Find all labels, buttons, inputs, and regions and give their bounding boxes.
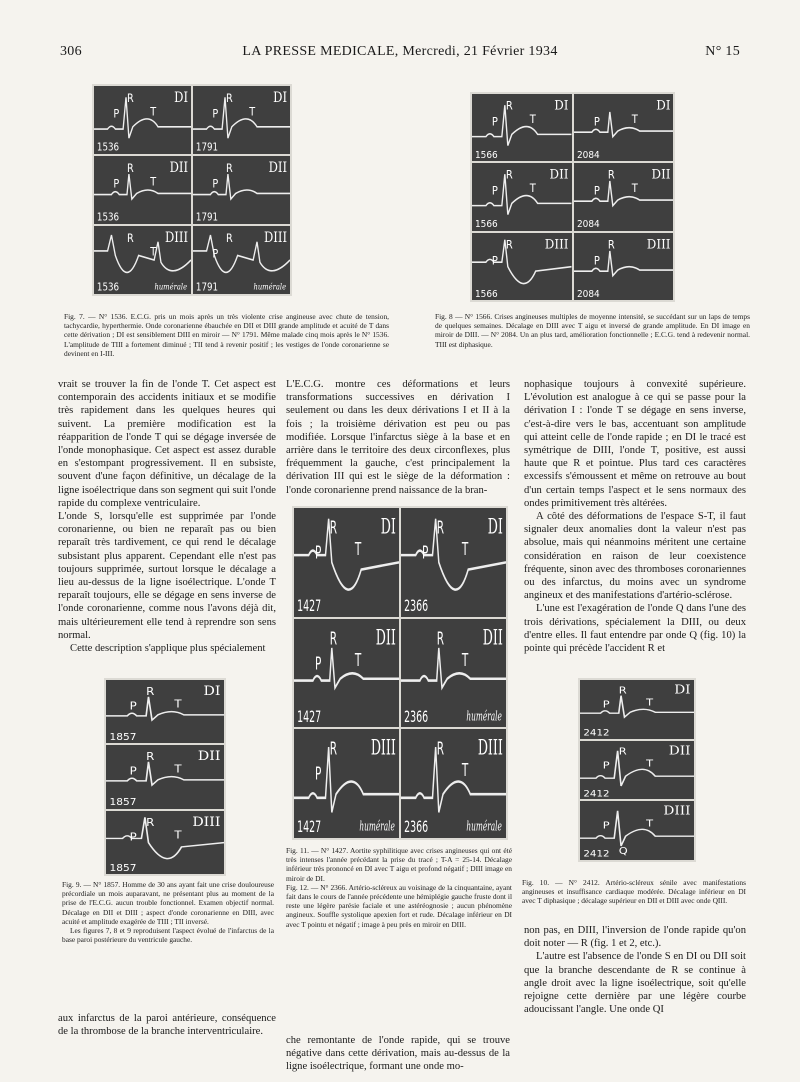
- ecg-panel: [401, 508, 506, 617]
- ecg-trace-svg: [94, 156, 191, 224]
- ecg-pulse-label: humérale: [466, 819, 502, 835]
- ecg-wave-label: T: [174, 828, 182, 841]
- ecg-wave-label: T: [646, 817, 654, 830]
- column-1-bottom: [58, 1012, 276, 1038]
- figure-8: [470, 92, 675, 302]
- ecg-panel: [574, 163, 674, 230]
- ecg-wave-label: P: [113, 108, 120, 121]
- ecg-wave-label: P: [315, 653, 322, 675]
- ecg-lead-label: DII: [668, 744, 691, 759]
- ecg-panel: [472, 94, 572, 161]
- ecg-wave-label: P: [602, 758, 610, 771]
- ecg-wave-label: Q: [618, 844, 628, 857]
- ecg-trace: [106, 762, 224, 785]
- ecg-lead-label: DI: [203, 684, 221, 699]
- ecg-lead-label: DIII: [164, 228, 189, 246]
- ecg-wave-label: P: [602, 698, 610, 711]
- ecg-wave-label: T: [631, 182, 638, 196]
- ecg-wave-label: T: [249, 105, 256, 119]
- journal-title: LA PRESSE MEDICALE, Mercredi, 21 Février 1934: [242, 44, 558, 59]
- ecg-wave-label: R: [225, 232, 233, 246]
- ecg-trace-svg: [106, 745, 224, 808]
- ecg-wave-label: T: [646, 696, 654, 709]
- ecg-panel: [193, 86, 290, 154]
- ecg-trace-svg: [106, 680, 224, 743]
- ecg-wave-label: R: [225, 162, 233, 176]
- ecg-panel: [193, 226, 290, 294]
- column-2-top: [286, 378, 510, 497]
- figure-9-caption: [62, 880, 274, 944]
- ecg-wave-label: P: [315, 542, 322, 564]
- ecg-case-number: 1566: [474, 218, 498, 231]
- ecg-panel: [294, 508, 399, 617]
- ecg-lead-label: DII: [268, 158, 288, 176]
- page-number: 306: [60, 44, 82, 59]
- ecg-wave-label: R: [329, 628, 337, 649]
- ecg-lead-label: DI: [273, 88, 288, 106]
- ecg-trace-svg: [472, 94, 572, 161]
- ecg-lead-label: DIII: [263, 228, 288, 246]
- ecg-lead-label: DIII: [544, 235, 569, 252]
- ecg-case-number: 1536: [96, 142, 120, 154]
- ecg-panel: [106, 680, 224, 743]
- ecg-case-number: 1566: [474, 288, 498, 300]
- ecg-case-number: 2412: [583, 728, 610, 739]
- ecg-pulse-label: humérale: [466, 709, 502, 724]
- ecg-trace-svg: [574, 163, 674, 230]
- ecg-panel: [580, 801, 694, 860]
- column-3-top: [524, 378, 746, 655]
- figure-9: [104, 678, 226, 876]
- figure-12-caption: Fig. 12. — N° 2366. Artério-scléreux au voisinage de la cinquantaine, ayant fait dans le cours de l'année précédente une hémiplégie gauche fruste dont il reste une légère parésie faciale et une astéréognosie ; aucun phénomène angineux. Souffle systolique apexien fort et rude. Décalage inférieur en DI avec T pointu et négatif ; image à peu près en miroir en DIII.: [286, 882, 512, 929]
- ecg-lead-label: DI: [655, 97, 671, 113]
- ecg-lead-label: DI: [674, 683, 691, 698]
- figure-7: [92, 84, 292, 296]
- ecg-wave-label: R: [618, 684, 627, 697]
- paragraph: non pas, en DIII, l'inversion de l'onde rapide qu'on doit noter — R (fig. 1 et 2, etc.).: [524, 925, 746, 950]
- ecg-panel: [193, 156, 290, 224]
- figure-10: [578, 678, 696, 862]
- ecg-panel: [580, 680, 694, 739]
- ecg-panel: [574, 233, 674, 300]
- ecg-case-number: 2366: [404, 597, 429, 617]
- ecg-wave-label: R: [436, 738, 444, 760]
- ecg-case-number: 2084: [576, 288, 600, 300]
- ecg-lead-label: DI: [554, 97, 569, 113]
- ecg-pulse-label: humérale: [154, 281, 188, 292]
- ecg-panel: [574, 94, 674, 161]
- figure-7-caption: Fig. 7. — N° 1536. E.C.G. pris un mois après un très violente crise angineuse avec chute de tension, tachycardie, hyperthermie. Onde coronarienne ébauchée en DII et DIII grande amplitude et acuité de T dans cette dérivation ; DI est sensiblement DIII en miroir — N° 1791. Même malade cinq mois après le N° 1536. L'amplitude de TIII a fortement diminué ; TII tend à revenir positif ; les vestiges de l'onde coronarienne se devinent en I-III.: [64, 312, 389, 358]
- paragraph: A côté des déformations de l'espace S-T, il faut signaler deux anomalies dont la valeur n'est pas absolue, mais qui néanmoins méritent une certaine considération en raison de leur coexistence fréquente, sinon avec des thromboses coronariennes ou des infarctus, du moins avec un syndrome angineux et des manifestations d'artério-sclérose.: [524, 511, 746, 602]
- ecg-panel: [106, 745, 224, 808]
- ecg-case-number: 1427: [297, 819, 322, 838]
- paragraph: Cette description s'applique plus spécialement: [70, 643, 266, 655]
- ecg-trace-svg: [580, 801, 694, 860]
- ecg-wave-label: R: [146, 685, 155, 698]
- ecg-lead-label: DI: [174, 88, 189, 106]
- ecg-wave-label: P: [113, 178, 120, 191]
- ecg-case-number: 1857: [109, 732, 137, 743]
- figure-9-caption-main: Fig. 9. — N° 1857. Homme de 30 ans ayant fait une crise douloureuse précordiale un mois auparavant, ne présentant plus au moment de la prise de l'E.C.G. aucun trouble fonctionnel. Examen objectif normal. Décalage en DII et DIII ; aspect d'onde coronarienne en DIII, avec acuité et amplitude exagérée de TIII ; TII inversé.: [62, 880, 274, 926]
- ecg-panel: [94, 86, 191, 154]
- ecg-trace-svg: [580, 680, 694, 739]
- ecg-wave-label: P: [212, 108, 219, 121]
- ecg-case-number: 1536: [96, 282, 120, 294]
- ecg-lead-label: DII: [375, 625, 396, 651]
- ecg-wave-label: T: [461, 539, 469, 560]
- ecg-wave-label: P: [422, 542, 429, 564]
- ecg-panel: [294, 619, 399, 728]
- ecg-wave-label: P: [593, 254, 600, 268]
- ecg-trace-svg: [106, 811, 224, 874]
- ecg-lead-label: DI: [380, 515, 396, 540]
- ecg-wave-label: T: [150, 245, 157, 259]
- ecg-trace-svg: [94, 86, 191, 154]
- ecg-trace-svg: [193, 156, 290, 224]
- paragraph: L'E.C.G. montre ces déformations et leurs transformations successives en dérivation I seulement ou dans les deux dérivations I et II à la fois ; la troisième dérivation est peu ou pas modifiée. Lorsque l'infarctus siège à la base et en arrière dans le territoire des deux circonflexes, plus fréquemment la gauche, c'est principalement la dérivation III qui est le siège de la déformation : l'onde coronarienne prend naissance de la bran-: [286, 379, 510, 496]
- ecg-case-number: 1791: [195, 142, 219, 154]
- ecg-case-number: 1566: [474, 149, 498, 162]
- ecg-wave-label: P: [491, 115, 498, 129]
- page-header: [60, 44, 740, 64]
- paragraph: L'une est l'exagération de l'onde Q dans l'une des trois dérivations, spécialement la DIII, ou deux d'entre elles. Il faut entendre par onde Q (fig. 10) la pointe qui précède l'accident R et: [524, 603, 746, 655]
- ecg-trace-svg: [401, 508, 506, 617]
- paragraph: aux infarctus de la paroi antérieure, conséquence de la thrombose de la branche interventriculaire.: [58, 1013, 276, 1038]
- figure-9-caption-note: Les figures 7, 8 et 9 reproduisent l'aspect évolué de l'infarctus de la base paroi postérieure du ventricule gauche.: [62, 926, 274, 945]
- ecg-trace: [580, 696, 694, 718]
- ecg-trace: [401, 648, 506, 688]
- ecg-wave-label: P: [129, 830, 137, 844]
- ecg-wave-label: P: [491, 254, 498, 268]
- ecg-lead-label: DIII: [477, 736, 503, 761]
- ecg-trace-svg: [294, 508, 399, 617]
- ecg-wave-label: R: [505, 100, 513, 113]
- ecg-lead-label: DIII: [370, 736, 396, 761]
- ecg-lead-label: DIII: [192, 815, 221, 830]
- paragraph: L'onde S, lorsqu'elle est supprimée par l'onde coronarienne, ou bien ne reparaît pas ou bien reparaît très tardivement, ce qui rend le décalage subsistant plus apparent. Cependant elle n'est pas toujours supprimée, surtout lorsque le décalage a lieu au-dessus de la ligne isoélectrique. L'onde T reparaît toujours, elle se dégage en sens inverse de l'onde coronarienne, comme nous l'avons déjà dit, mais ultérieurement elle tend à reprendre son sens normal.: [58, 511, 276, 641]
- paragraph: vrait se trouver la fin de l'onde T. Cet aspect est contemporain des accidents initiaux et se modifie très rapidement dans les quelques heures qui suivent. La première modification est la réapparition de l'onde T qui se dégage inversée de l'onde monophasique. Cet aspect est assez durable en s'estompant progressivement. Il en subsiste, souvent d'une façon définitive, un décalage de la ligne isoélectrique dans son segment qui suit l'onde rapide du complexe ventriculaire.: [58, 379, 276, 509]
- ecg-panel: [472, 233, 572, 300]
- ecg-case-number: 1791: [195, 282, 219, 294]
- ecg-wave-label: R: [126, 162, 134, 176]
- ecg-wave-label: P: [602, 819, 610, 832]
- figure-11-caption: Fig. 11. — N° 1427. Aortite syphilitique avec crises angineuses qui ont été très intenses l'année précédant la prise du tracé ; T-A = 25-14. Décalage inférieur très prononcé en DI avec T aigu et profond négatif ; DIII image en miroir de DI.: [286, 846, 512, 883]
- ecg-case-number: 1427: [297, 708, 322, 727]
- ecg-wave-label: T: [174, 763, 182, 776]
- ecg-trace: [94, 174, 191, 199]
- ecg-trace: [574, 181, 674, 206]
- ecg-lead-label: DII: [549, 166, 569, 183]
- ecg-wave-label: T: [174, 698, 182, 711]
- ecg-panel: [580, 741, 694, 800]
- ecg-trace-svg: [94, 226, 191, 294]
- ecg-wave-label: R: [146, 750, 155, 763]
- ecg-wave-label: T: [150, 105, 157, 119]
- ecg-wave-label: P: [212, 178, 219, 191]
- ecg-wave-label: T: [354, 539, 362, 560]
- ecg-pulse-label: humérale: [359, 819, 395, 835]
- ecg-case-number: 1791: [195, 212, 219, 224]
- ecg-case-number: 1536: [96, 212, 120, 224]
- ecg-trace: [574, 251, 674, 276]
- ecg-trace: [106, 697, 224, 720]
- ecg-trace-svg: [193, 86, 290, 154]
- ecg-wave-label: T: [529, 113, 536, 127]
- column-1-top: [58, 378, 276, 655]
- ecg-trace-svg: [193, 226, 290, 294]
- ecg-wave-label: R: [225, 92, 233, 106]
- ecg-wave-label: R: [126, 92, 134, 106]
- ecg-trace-svg: [472, 163, 572, 230]
- ecg-pulse-label: humérale: [253, 281, 287, 292]
- ecg-trace-svg: [401, 729, 506, 838]
- ecg-wave-label: T: [529, 182, 536, 196]
- ecg-lead-label: DII: [651, 166, 671, 183]
- issue-number: N° 15: [705, 44, 740, 59]
- ecg-trace-svg: [401, 619, 506, 728]
- ecg-wave-label: R: [329, 738, 337, 760]
- ecg-wave-label: P: [129, 765, 137, 778]
- ecg-case-number: 2084: [576, 218, 600, 231]
- ecg-wave-label: P: [129, 700, 137, 713]
- ecg-lead-label: DI: [487, 515, 503, 540]
- ecg-wave-label: T: [354, 649, 362, 671]
- ecg-case-number: 2366: [404, 819, 429, 838]
- ecg-wave-label: P: [315, 764, 322, 785]
- ecg-lead-label: DII: [482, 625, 503, 651]
- ecg-panel: [94, 226, 191, 294]
- ecg-case-number: 2412: [583, 849, 610, 860]
- ecg-trace-svg: [574, 233, 674, 300]
- ecg-wave-label: P: [491, 185, 498, 198]
- ecg-lead-label: DII: [169, 158, 189, 176]
- ecg-wave-label: T: [461, 760, 469, 782]
- figure-8-caption: Fig. 8 — N° 1566. Crises angineuses multiples de moyenne intensité, se succédant sur un laps de temps de quelques semaines. Décalage en DIII avec T aigu et inversé de grande amplitude. En DI image en miroir de DIII. — N° 2084. Un an plus tard, amélioration fonctionnelle ; E.C.G. tend à redevenir normal. TIII est diphasique.: [435, 312, 750, 349]
- ecg-wave-label: R: [436, 517, 444, 539]
- ecg-case-number: 1857: [109, 863, 137, 874]
- ecg-wave-label: R: [329, 517, 337, 539]
- ecg-wave-label: T: [646, 756, 654, 769]
- ecg-case-number: 1857: [109, 797, 137, 809]
- ecg-wave-label: T: [150, 175, 157, 189]
- ecg-trace-svg: [574, 94, 674, 161]
- ecg-case-number: 2412: [583, 789, 610, 800]
- ecg-trace: [193, 174, 290, 199]
- ecg-trace-svg: [294, 729, 399, 838]
- ecg-trace: [574, 112, 674, 137]
- column-3-bottom: [524, 924, 746, 1016]
- ecg-wave-label: R: [505, 169, 513, 183]
- paragraph: che remontante de l'onde rapide, qui se trouve négative dans cette dérivation, mais au-dessus de la ligne isoélectrique, formant une onde mo-: [286, 1035, 510, 1073]
- ecg-trace-svg: [294, 619, 399, 728]
- ecg-panel: [94, 156, 191, 224]
- ecg-wave-label: R: [126, 232, 134, 246]
- column-2-bottom: [286, 1034, 510, 1074]
- ecg-wave-label: T: [461, 649, 469, 671]
- ecg-panel: [401, 729, 506, 838]
- ecg-trace-svg: [580, 741, 694, 800]
- ecg-case-number: 1427: [297, 597, 322, 617]
- ecg-panel: [472, 163, 572, 230]
- ecg-case-number: 2366: [404, 708, 429, 727]
- ecg-lead-label: DII: [197, 749, 221, 764]
- paragraph: nophasique toujours à convexité supérieure. L'évolution est analogue à ce qui se passe pour la dérivation I : l'onde T se dégage en sens inverse, c'est-à-dire vers le bas, accentuant son amplitude qui atteint celle de l'onde rapide ; en DI le tracé est symétrique de DIII, l'onde T, positive, est aussi haute que R et pointue. Plus tard ces caractères excessifs s'émoussent et même on retrouve au bout d'un certain temps l'aspect et le sens normaux des ondes primitivement très altérées.: [524, 379, 746, 509]
- ecg-wave-label: P: [593, 115, 600, 129]
- ecg-panel: [106, 811, 224, 874]
- ecg-wave-label: R: [607, 238, 615, 252]
- ecg-wave-label: R: [618, 745, 627, 758]
- ecg-wave-label: R: [146, 816, 155, 829]
- ecg-trace-svg: [472, 233, 572, 300]
- ecg-panel: [294, 729, 399, 838]
- ecg-wave-label: R: [505, 238, 513, 252]
- ecg-wave-label: T: [631, 113, 638, 127]
- ecg-lead-label: DIII: [646, 235, 671, 252]
- ecg-lead-label: DIII: [663, 804, 691, 819]
- ecg-wave-label: P: [212, 248, 219, 261]
- ecg-wave-label: P: [593, 185, 600, 198]
- ecg-wave-label: R: [436, 628, 444, 649]
- ecg-case-number: 2084: [576, 149, 600, 162]
- paragraph: L'autre est l'absence de l'onde S en DI ou DII soit que la branche descendante de R se continue à angle droit avec la ligne isoélectrique, soit qu'elle rejoigne cette dernière par une légère courbe adoucissant l'angle. Une onde QI: [524, 951, 746, 1016]
- ecg-trace: [294, 648, 399, 688]
- figure-10-caption: Fig. 10. — N° 2412. Artério-scléreux sénile avec manifestations angineuses et insuffisance cardiaque modérée. Décalage inférieur en DI avec T diphasique ; décalage supérieur en DII et DIII avec onde QIII.: [522, 878, 746, 906]
- ecg-wave-label: R: [607, 169, 615, 183]
- ecg-panel: [401, 619, 506, 728]
- figure-11-12: [292, 506, 508, 840]
- figure-11-12-caption: [286, 846, 512, 929]
